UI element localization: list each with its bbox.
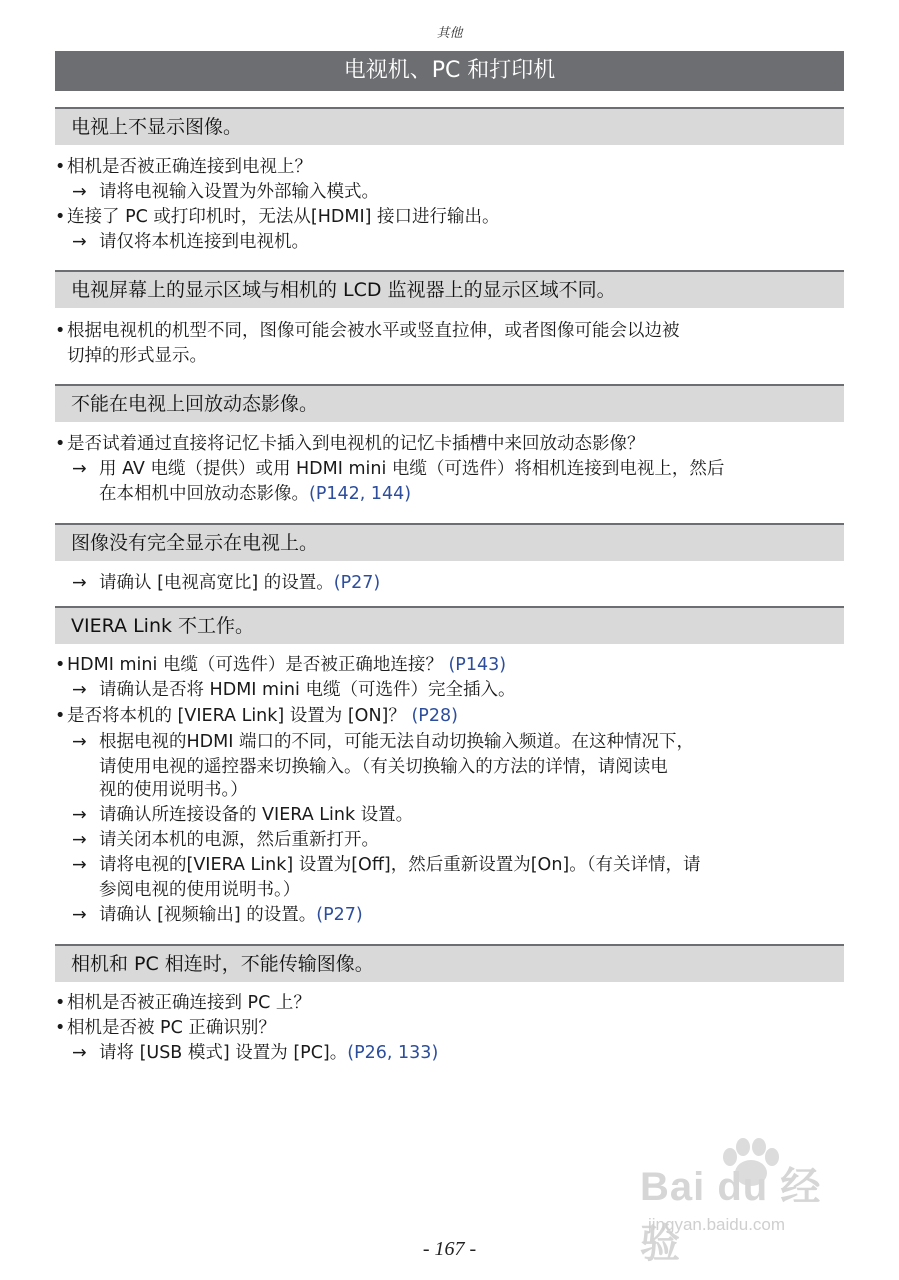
arrow-icon: → [72,830,87,850]
item-text: 请确认是否将 HDMI mini 电缆（可选件）完全插入。 [99,680,516,700]
arrow-icon: → [72,459,87,479]
arrow-icon: → [72,680,87,700]
item-text: 连接了 PC 或打印机时，无法从[HDMI] 接口进行输出。 [67,207,500,227]
item-text: 用 AV 电缆（提供）或用 HDMI mini 电缆（可选件）将相机连接到电视上，然后 [99,459,725,479]
item-text: 参阅电视的使用说明书。） [99,880,301,900]
list-item [67,344,867,368]
watermark-logo: Bai du 经验 [640,1165,822,1266]
item-text: HDMI mini 电缆（可选件）是否被正确地连接？ [67,655,449,675]
bullet-mark: • [55,655,66,675]
bullet-mark: • [55,434,66,454]
section-heading: 电视屏幕上的显示区域与相机的 LCD 监视器上的显示区域不同。 [55,270,844,308]
page-reference-link[interactable]: (P142, 144) [309,484,412,504]
section-heading: 图像没有完全显示在电视上。 [55,523,844,561]
list-item [72,803,872,827]
section-heading: 相机和 PC 相连时，不能传输图像。 [55,944,844,982]
page-reference-link[interactable]: (P27) [333,573,381,593]
item-text: 请确认 [电视高宽比] 的设置。 [99,573,334,593]
section-heading: 不能在电视上回放动态影像。 [55,384,844,422]
list-item [55,704,855,728]
section-heading: 电视上不显示图像。 [55,107,844,145]
arrow-icon: → [72,855,87,875]
list-item [72,730,872,754]
list-item [55,155,855,179]
item-text: 根据电视的HDMI 端口的不同，可能无法自动切换输入频道。在这种情况下， [99,732,694,752]
list-item [55,991,855,1015]
page-reference-link[interactable]: (P26, 133) [347,1043,439,1063]
item-text: 请将电视的[VIERA Link] 设置为[Off]，然后重新设置为[On]。（有关详情，请 [99,855,701,875]
item-text: 请确认 [视频输出] 的设置。 [99,905,317,925]
item-text: 请确认所连接设备的 VIERA Link 设置。 [99,805,414,825]
list-item [72,828,872,852]
list-item [72,853,872,877]
list-item [99,778,899,802]
page-title: 电视机、PC 和打印机 [55,51,844,91]
list-item [55,653,855,677]
item-text: 是否将本机的 [VIERA Link] 设置为 [ON]？ [67,706,412,726]
arrow-icon: → [72,805,87,825]
list-item [55,1016,855,1040]
list-item [72,678,872,702]
page-reference-link[interactable]: (P28) [411,706,458,726]
list-item [72,180,872,204]
page-number: - 167 - [422,1238,477,1260]
bullet-mark: • [55,1018,66,1038]
list-item [72,457,872,481]
item-text: 请将 [USB 模式] 设置为 [PC]。 [99,1043,348,1063]
list-item [55,432,855,456]
running-header: 其他 [436,26,463,41]
list-item [55,319,855,343]
page-reference-link[interactable]: (P27) [316,905,363,925]
arrow-icon: → [72,732,87,752]
list-item [99,755,899,779]
list-item [55,205,855,229]
item-text: 相机是否被正确连接到 PC 上？ [67,993,311,1013]
bullet-mark: • [55,993,66,1013]
list-item [72,1041,872,1065]
bullet-mark: • [55,207,66,227]
list-item [72,903,872,927]
item-text: 在本相机中回放动态影像。 [99,484,309,504]
item-text: 根据电视机的机型不同，图像可能会被水平或竖直拉伸，或者图像可能会以边被 [67,321,680,341]
list-item [99,482,899,506]
item-text: 请关闭本机的电源，然后重新打开。 [99,830,379,850]
item-text: 相机是否被 PC 正确识别？ [67,1018,276,1038]
page-reference-link[interactable]: (P143) [448,655,507,675]
bullet-mark: • [55,706,66,726]
list-item [72,230,872,254]
arrow-icon: → [72,232,87,252]
arrow-icon: → [72,182,87,202]
arrow-icon: → [72,905,87,925]
section-heading: VIERA Link 不工作。 [55,606,844,644]
watermark-url: jingyan.baidu.com [648,1215,786,1234]
item-text: 请将电视输入设置为外部输入模式。 [99,182,379,202]
item-text: 请仅将本机连接到电视机。 [99,232,309,252]
item-text: 是否试着通过直接将记忆卡插入到电视机的记忆卡插槽中来回放动态影像？ [67,434,645,454]
arrow-icon: → [72,1043,87,1063]
item-text: 相机是否被正确连接到电视上？ [67,157,312,177]
arrow-icon: → [72,573,87,593]
bullet-mark: • [55,157,66,177]
list-item [72,571,872,595]
item-text: 请使用电视的遥控器来切换输入。（有关切换输入的方法的详情，请阅读电 [99,757,668,777]
baidu-watermark [620,1135,850,1266]
item-text: 切掉的形式显示。 [67,346,207,366]
item-text: 视的使用说明书。） [99,780,248,800]
list-item [99,878,899,902]
bullet-mark: • [55,321,66,341]
